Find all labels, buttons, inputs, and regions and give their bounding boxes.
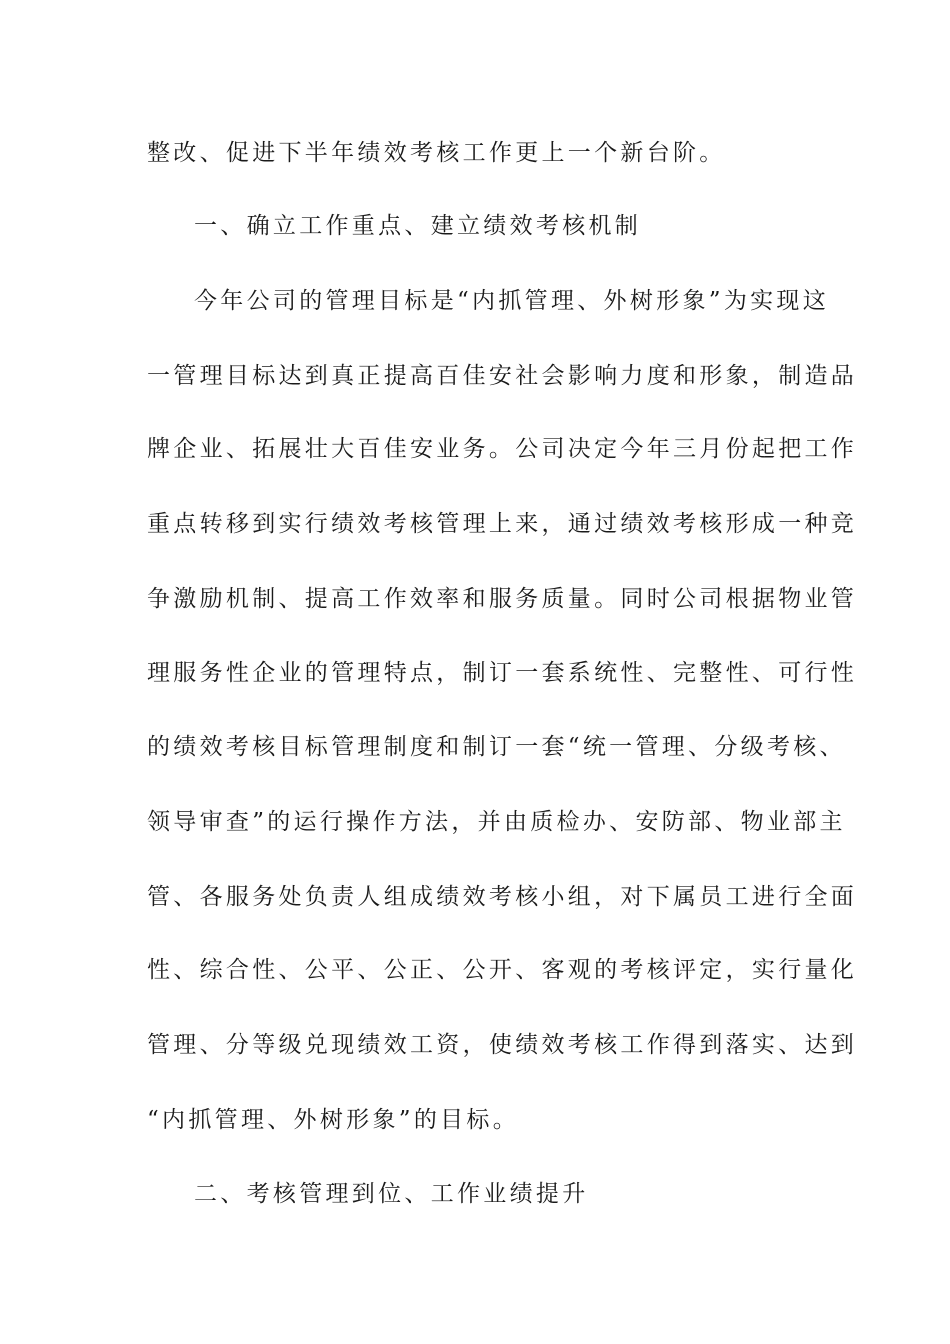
section-heading: 一、确立工作重点、建立绩效考核机制	[194, 213, 642, 239]
paragraph-line: 整改、促进下半年绩效考核工作更上一个新台阶。	[147, 140, 726, 166]
paragraph-line: 今年公司的管理目标是“内抓管理、外树形象”为实现这	[194, 288, 830, 314]
paragraph-line: 的绩效考核目标管理制度和制订一套“统一管理、分级考核、	[147, 734, 846, 760]
section-heading: 二、考核管理到位、工作业绩提升	[194, 1181, 589, 1207]
paragraph-line: 一管理目标达到真正提高百佳安社会影响力度和形象，制造品	[147, 363, 858, 389]
paragraph-line: 理服务性企业的管理特点，制订一套系统性、完整性、可行性	[147, 660, 858, 686]
paragraph-line: 牌企业、拓展壮大百佳安业务。公司决定今年三月份起把工作	[147, 436, 858, 462]
paragraph-line: 管理、分等级兑现绩效工资，使绩效考核工作得到落实、达到	[147, 1032, 858, 1058]
paragraph-line: 管、各服务处负责人组成绩效考核小组，对下属员工进行全面	[147, 884, 858, 910]
paragraph-line: 领导审查”的运行操作方法，并由质检办、安防部、物业部主	[147, 809, 846, 835]
paragraph-line: 争激励机制、提高工作效率和服务质量。同时公司根据物业管	[147, 586, 858, 612]
paragraph-line: 重点转移到实行绩效考核管理上来，通过绩效考核形成一种竞	[147, 511, 858, 537]
paragraph-line: 性、综合性、公平、公正、公开、客观的考核评定，实行量化	[147, 957, 858, 983]
paragraph-line: “内抓管理、外树形象”的目标。	[147, 1107, 520, 1133]
